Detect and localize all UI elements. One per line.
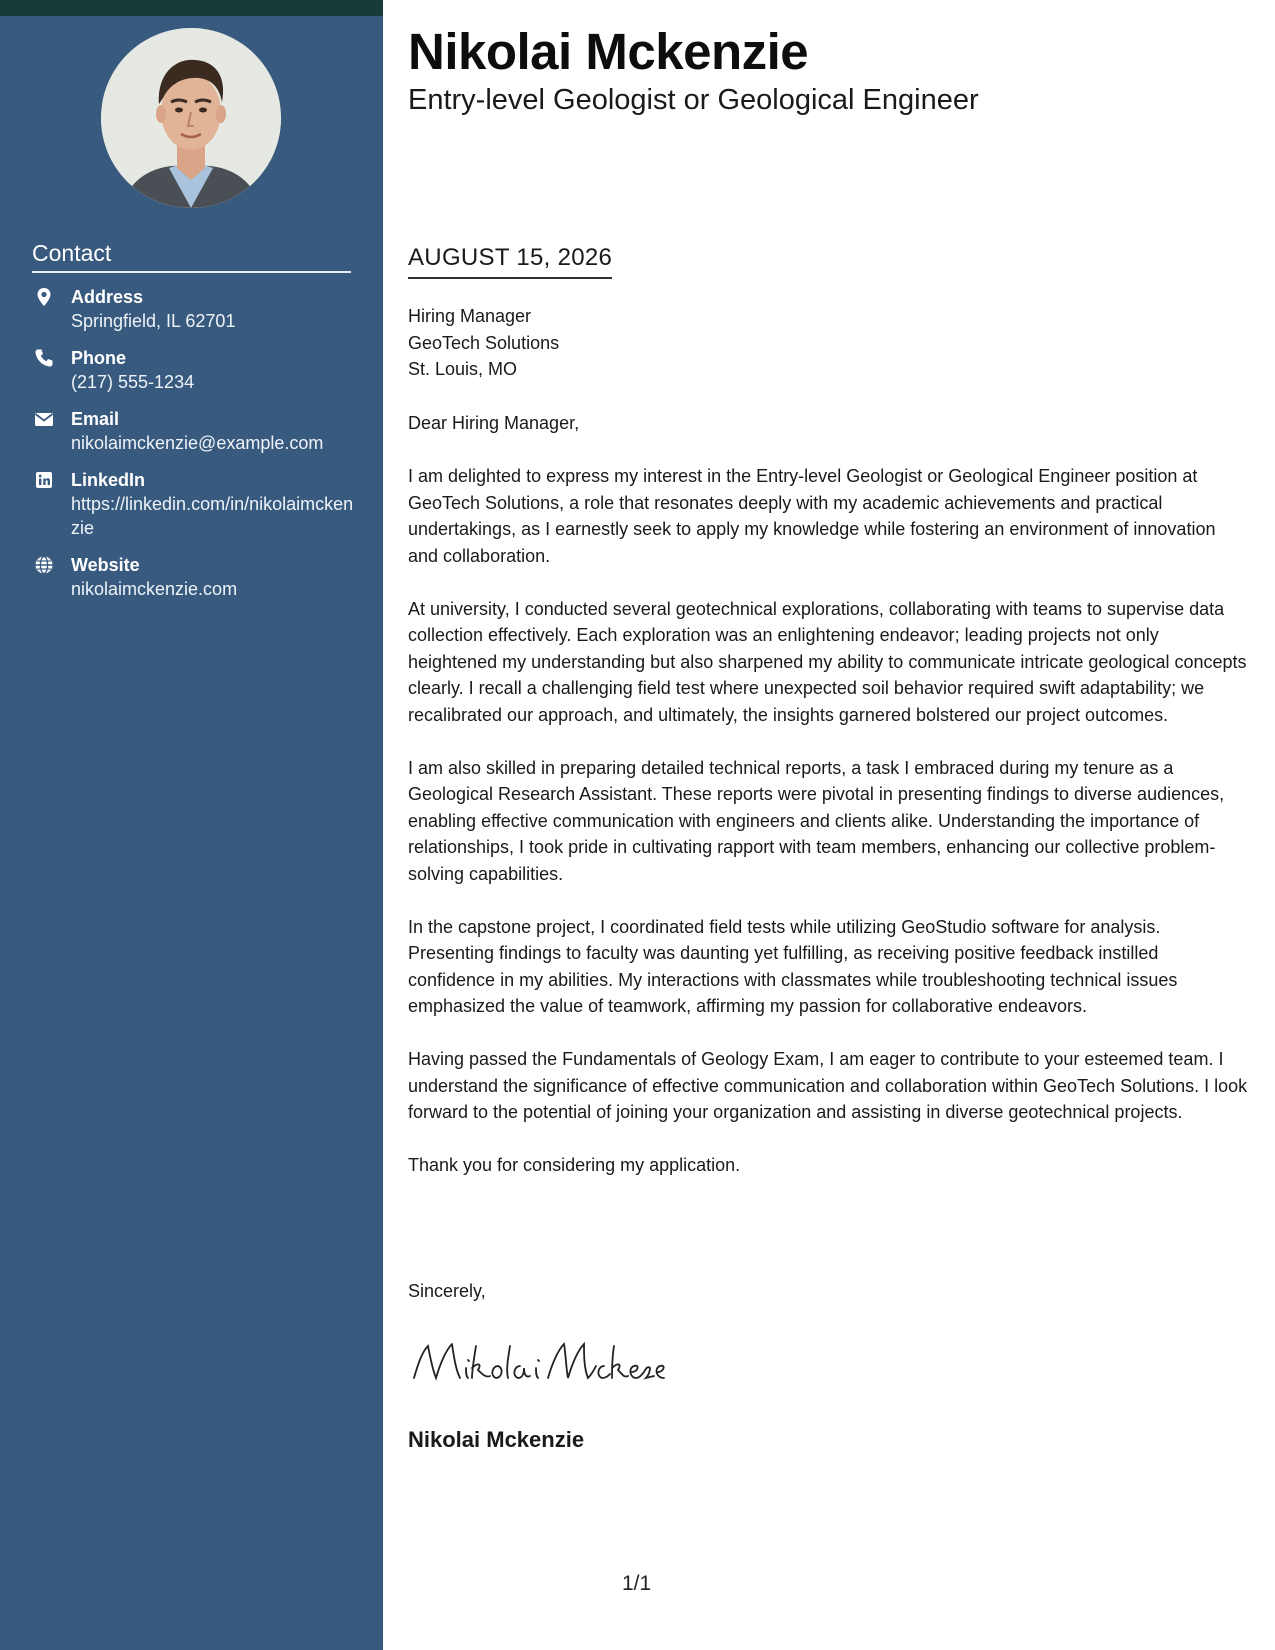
contact-label: Email	[71, 409, 120, 429]
location-pin-icon	[34, 287, 54, 307]
body-paragraph: I am also skilled in preparing detailed technical reports, a task I embraced during my tenure as a Geological Research Assistant. These reports were pivotal in presenting findings to diverse audiences, enabling effective communication with engineers and clients alike. Understanding the importance of relationships, I took pride in cultivating rapport with team members, enhancing our collective problem-solving capabilities.	[408, 757, 1225, 884]
contact-list	[32, 285, 362, 614]
body-paragraph: Thank you for considering my application.	[408, 1155, 741, 1175]
contact-address	[32, 285, 362, 333]
contact-website	[32, 553, 362, 601]
handwritten-signature	[408, 1334, 670, 1390]
contact-label: Address	[71, 287, 144, 307]
applicant-name: Nikolai Mckenzie	[408, 23, 809, 80]
body-paragraph: Having passed the Fundamentals of Geology Exam, I am eager to contribute to your esteemed team. I understand the significance of effective communication and collaboration within GeoTech Solutions. I look forward to the potential of joining your organization and assisting in diverse geotechnical projects.	[408, 1049, 1248, 1122]
contact-value[interactable]: nikolaimckenzie.com	[71, 579, 238, 599]
recipient-block	[408, 303, 559, 383]
body-paragraph: At university, I conducted several geotechnical explorations, collaborating with teams to supervise data collection effectively. Each exploration was an enlightening endeavor; leading projects not only heightened my understanding but also sharpened my ability to communicate intricate geological concepts clearly. I recall a challenging field test where unexpected soil behavior required swift adaptability; we recalibrated our approach, and ultimately, the insights garnered bolstered our project outcomes.	[408, 598, 1247, 725]
recipient-title: Hiring Manager	[408, 306, 532, 326]
contact-linkedin	[32, 468, 362, 540]
body-paragraph: In the capstone project, I coordinated field tests while utilizing GeoStudio software for analysis. Presenting findings to faculty was daunting yet fulfilling, as receiving positive feedback instilled confidence in my abilities. My interactions with classmates while troubleshooting technical issues emphasized the value of teamwork, affirming my passion for collaborative endeavors.	[408, 916, 1178, 1016]
contact-label: LinkedIn	[71, 470, 146, 490]
salutation: Dear Hiring Manager,	[408, 413, 580, 433]
letter-date: AUGUST 15, 2026	[408, 244, 612, 279]
sidebar	[0, 0, 383, 1650]
contact-email	[32, 407, 362, 455]
contact-label: Phone	[71, 348, 127, 368]
contact-value: Springfield, IL 62701	[71, 311, 236, 331]
body-paragraph: I am delighted to express my interest in the Entry-level Geologist or Geological Engineer position at GeoTech Solutions, a role that resonates deeply with my academic achievements and practical undertakings, as I earnestly seek to apply my knowledge while fostering an environment of innovation and collaboration.	[408, 466, 1216, 566]
sidebar-top-bar	[0, 0, 383, 16]
avatar	[101, 28, 281, 208]
phone-icon	[34, 348, 54, 368]
applicant-headline: Entry-level Geologist or Geological Engineer	[408, 84, 979, 116]
page-number: 1/1	[622, 1572, 652, 1595]
contact-heading: Contact	[32, 240, 351, 273]
letter-body	[408, 410, 1248, 1205]
contact-value[interactable]: nikolaimckenzie@example.com	[71, 433, 324, 453]
contact-value: (217) 555-1234	[71, 372, 195, 392]
signed-name: Nikolai Mckenzie	[408, 1427, 585, 1452]
globe-icon	[34, 555, 54, 575]
contact-value[interactable]: https://linkedin.com/in/nikolaimckenzie	[71, 494, 354, 538]
contact-label: Website	[71, 555, 140, 575]
envelope-icon	[34, 409, 54, 429]
closing: Sincerely,	[408, 1281, 486, 1301]
recipient-company: GeoTech Solutions	[408, 332, 560, 353]
profile-photo	[101, 28, 281, 208]
contact-phone	[32, 346, 362, 394]
recipient-location: St. Louis, MO	[408, 359, 518, 379]
linkedin-icon	[34, 470, 54, 490]
